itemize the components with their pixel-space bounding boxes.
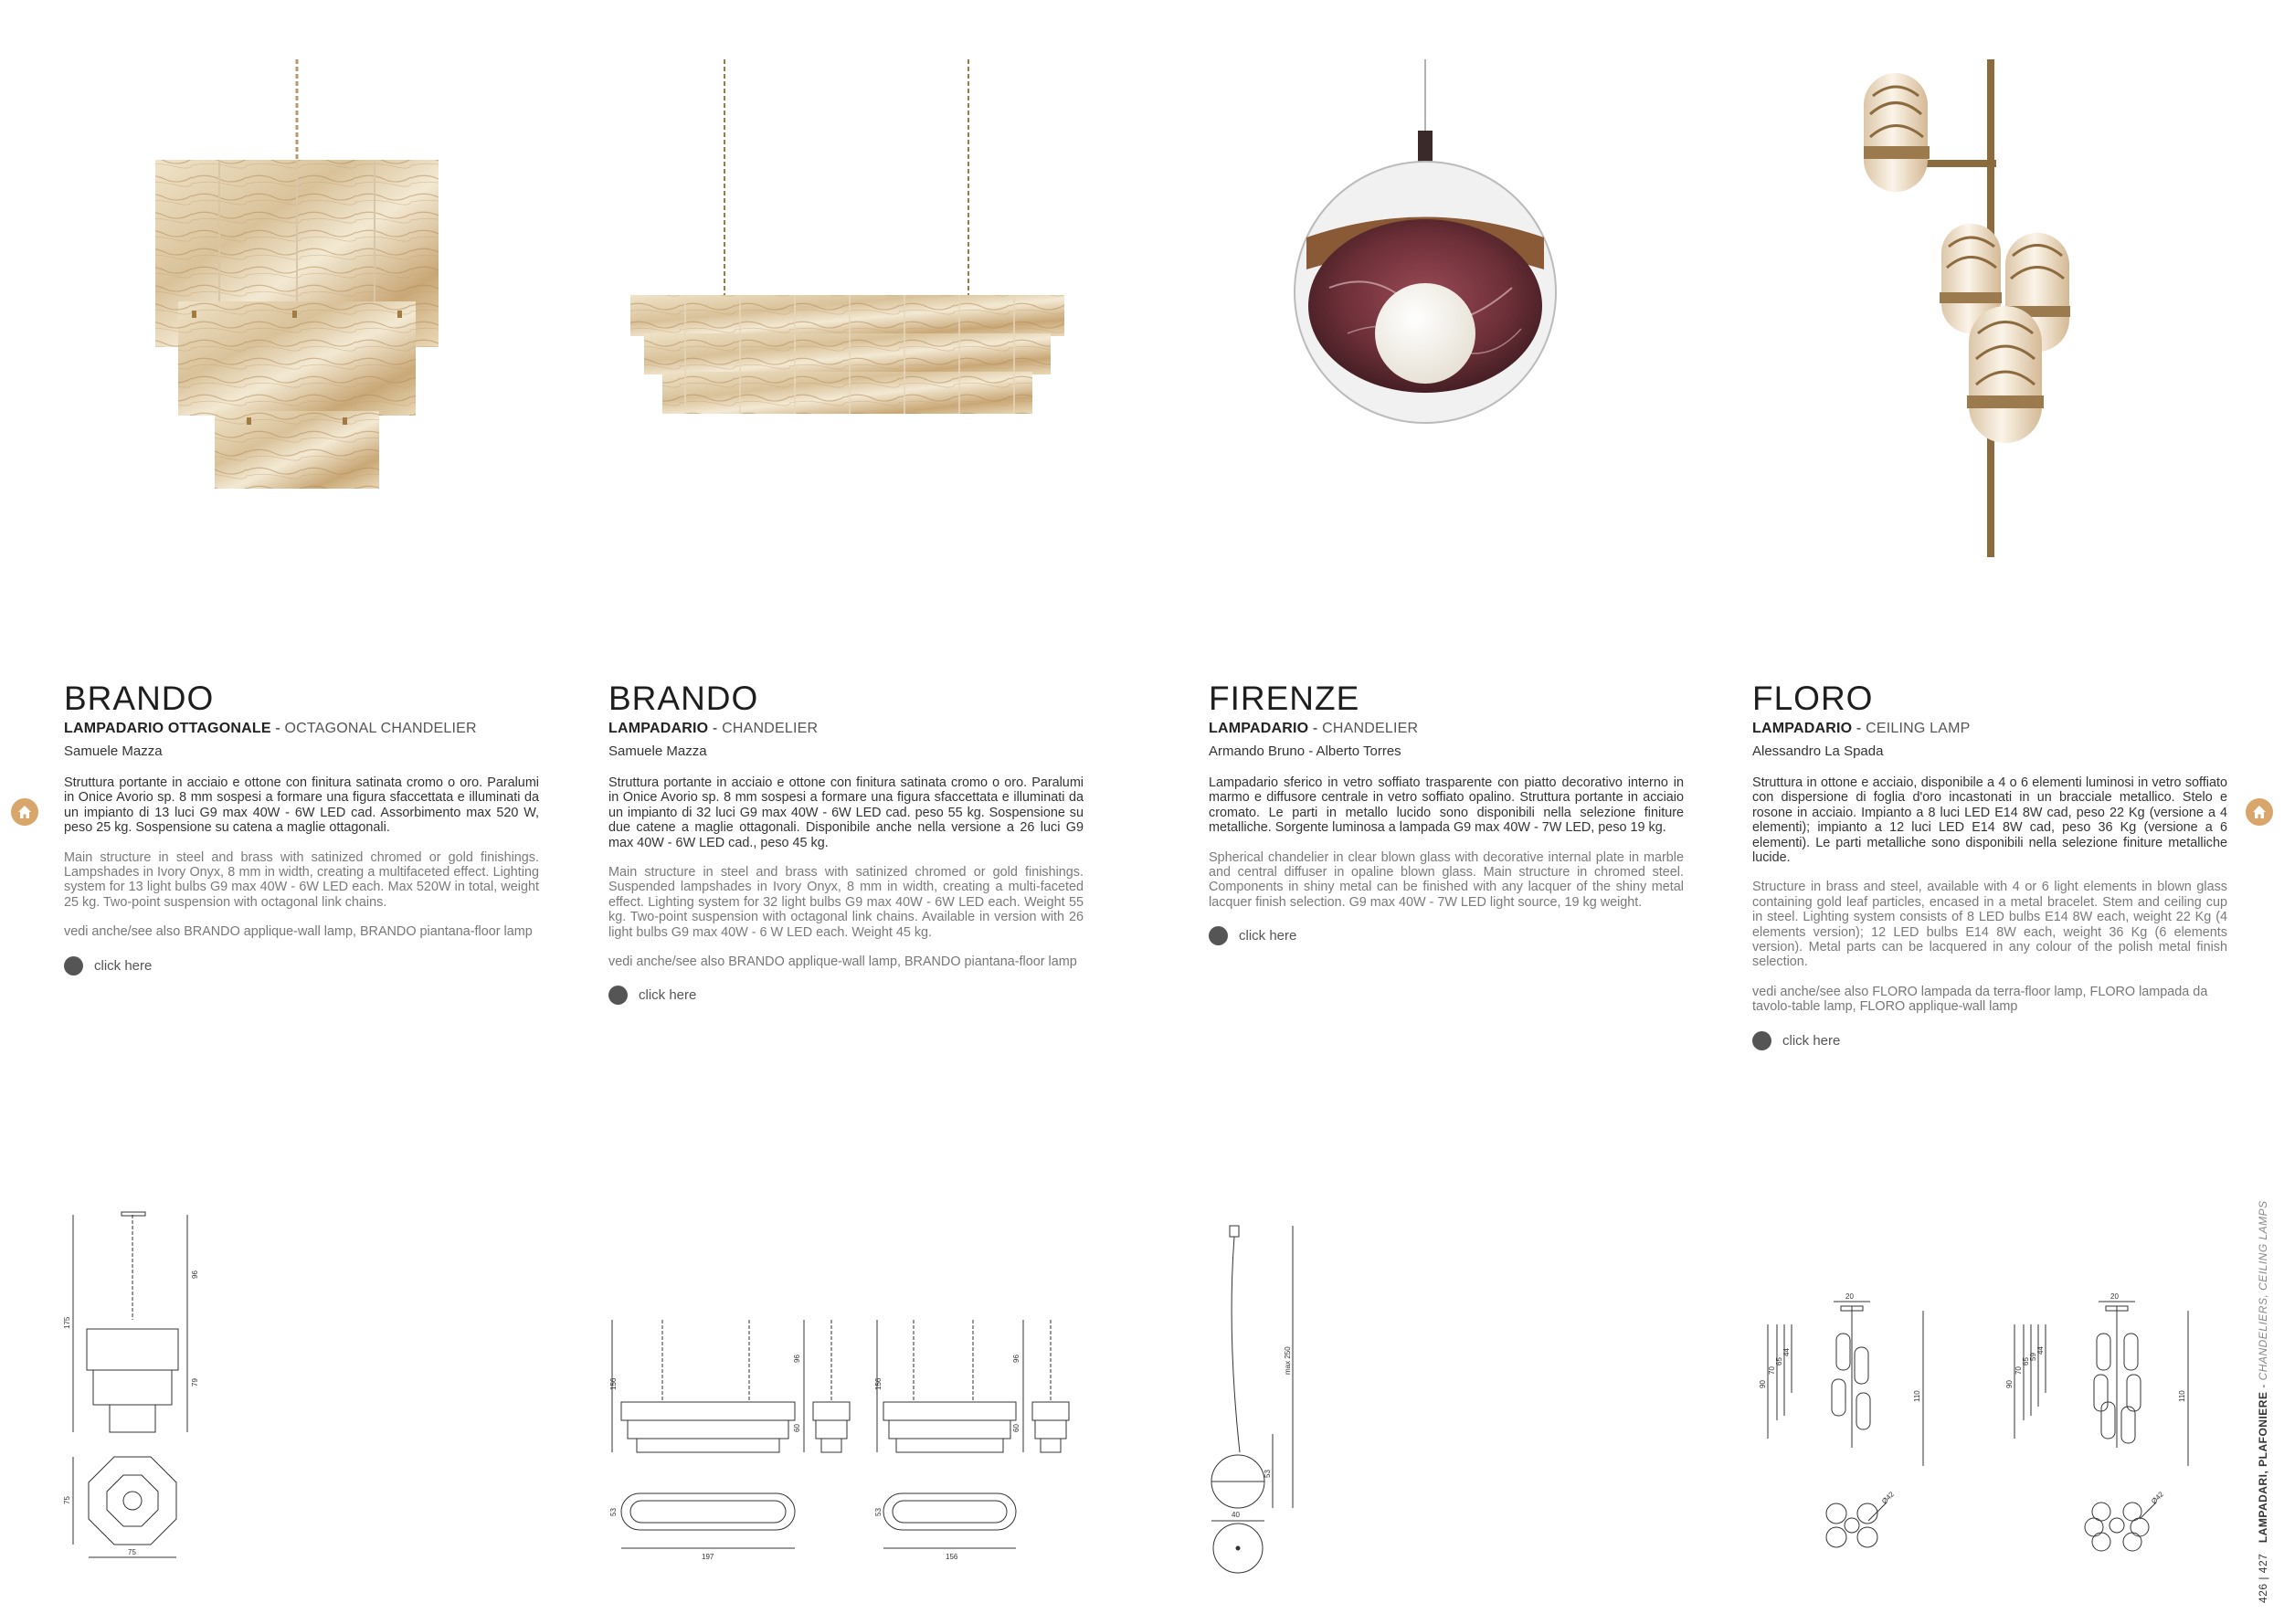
product-name: BRANDO	[608, 680, 759, 717]
product-designer: Alessandro La Spada	[1752, 743, 1884, 759]
dim-h2: 70	[1768, 1366, 1776, 1375]
dim-top: 20	[1845, 1292, 1854, 1301]
product-type: LAMPADARIO - CEILING LAMP	[1752, 721, 1971, 736]
brando-octagonal-drawing	[59, 1210, 215, 1566]
section-en: CHANDELIERS, CEILING LAMPS	[2257, 1200, 2269, 1381]
click-here-link[interactable]: click here	[1752, 1031, 2227, 1050]
dim-h3: 65	[2022, 1357, 2030, 1366]
product-type: LAMPADARIO OTTAGONALE - OCTAGONAL CHANDELIER	[64, 721, 477, 736]
product-card	[64, 680, 539, 975]
dim-lower: 79	[191, 1378, 199, 1387]
dim-length: 156	[946, 1553, 958, 1561]
product-card	[608, 680, 1084, 1005]
description-it: Struttura portante in acciaio e ottone con finitura satinata cromo o oro. Paralumi in Onice Avorio sp. 8 mm sospesi a formare una figura sfaccettata e illuminati da un impianto di 13 luci G9 max 40W - 6W LED cad. Assorbimento max 520 W, peso 25 kg. Sospensione su catena a maglie ottagonali.	[64, 775, 539, 836]
dim-total: 110	[1913, 1390, 1921, 1402]
product-type: LAMPADARIO - CHANDELIER	[1209, 721, 1419, 736]
floro-photo	[1859, 59, 2078, 562]
dim-depth: 53	[874, 1508, 883, 1516]
dim-chain: 96	[1012, 1355, 1020, 1363]
product-designer: Samuele Mazza	[608, 743, 707, 759]
description-it: Struttura in ottone e acciaio, disponibile a 4 o 6 elementi luminosi in vetro soffiato con dispersione di foglia d'oro incastonati in un bracciale metallico. Stelo e rosone in acciaio. Impianto a 8 luci LED E14 8W cad, peso 22 Kg (versione a 4 elementi); impianto a 12 luci LED E14 8W cad, peso 36 Kg (versione a 6 elementi). Le parti metalliche sono disponibili nella selezione finiture metalliche lucide.	[1752, 775, 2227, 866]
dim-h3: 65	[1775, 1357, 1783, 1366]
dim-total: 110	[2178, 1390, 2186, 1402]
dim-depth: 53	[609, 1508, 618, 1516]
circle-dot-icon	[1752, 1031, 1771, 1050]
dim-diameter: 40	[1232, 1511, 1240, 1519]
see-also: vedi anche/see also FLORO lampada da terra-floor lamp, FLORO lampada da tavolo-table lamp, FLORO applique-wall lamp	[1752, 984, 2208, 1015]
dim-h1: 90	[2005, 1380, 2014, 1388]
dim-height: 156	[609, 1377, 618, 1390]
dim-length: 197	[702, 1553, 714, 1561]
dim-upper: 96	[191, 1271, 199, 1279]
dim-h2: 70	[2014, 1366, 2023, 1375]
product-name: BRANDO	[64, 680, 215, 717]
home-icon	[17, 805, 32, 819]
dim-height: 156	[874, 1377, 883, 1390]
dim-total: 175	[63, 1316, 71, 1329]
description-it: Lampadario sferico in vetro soffiato trasparente con piatto decorativo interno in marmo e diffusore centrale in vetro soffiato opalino. Struttura portante in acciaio cromato. Le parti in metallo lucido sono disponibili nella selezione finiture metalliche. Sorgente luminosa a lampada G9 max 40W - 7W LED, peso 19 kg.	[1209, 775, 1684, 836]
dim-h4: 44	[1782, 1348, 1791, 1356]
circle-dot-icon	[1209, 926, 1228, 945]
floro-4-drawing	[1750, 1292, 1932, 1562]
brando-long-drawing-a	[608, 1315, 882, 1562]
dim-chain: 96	[793, 1355, 801, 1363]
description-en: Main structure in steel and brass with satinized chromed or gold finishings. Lampshades in Ivory Onyx, 8 mm in width, creating a multifaceted effect. Lighting system for 13 light bulbs G9 max 40W - 6W LED each. Max 520W in total, weight 25 kg. Two-point suspension with octagonal link chains.	[64, 849, 539, 910]
product-card	[1209, 680, 1684, 945]
section-it: LAMPADARI, PLAFONIERE	[2257, 1391, 2269, 1544]
description-en: Structure in brass and steel, available with 4 or 6 light elements in blown glass containing gold leaf particles, encased in a metal bracelet. Stem and ceiling cup in steel. Lighting system consists of 8 LED bulbs E14 8W each, weight 22 Kg (4 elements version); 12 LED bulbs E14 8W each, weight 36 Kg (6 elements version). Metal parts can be lacquered in any colour of the polish metal finish selection.	[1752, 880, 2227, 970]
click-here-link[interactable]: click here	[64, 956, 539, 975]
dim-max: max 250	[1284, 1346, 1292, 1375]
see-also: vedi anche/see also BRANDO applique-wall lamp, BRANDO piantana-floor lamp	[608, 954, 1077, 970]
dim-h4: 59	[2029, 1353, 2037, 1361]
floro-6-drawing	[2005, 1292, 2202, 1562]
dim-diameter: Ø42	[2150, 1490, 2166, 1506]
brando-octagonal-photo	[137, 59, 457, 489]
home-button-right[interactable]	[2246, 798, 2273, 826]
dim-top: 20	[2110, 1292, 2119, 1301]
dim-h5: 44	[2036, 1346, 2045, 1355]
click-here-link[interactable]: click here	[1209, 926, 1684, 945]
brando-long-photo	[626, 59, 1069, 438]
product-name: FIRENZE	[1209, 680, 1360, 717]
firenze-drawing	[1201, 1224, 1302, 1571]
product-type: LAMPADARIO - CHANDELIER	[608, 721, 819, 736]
dim-diameter: Ø42	[1880, 1490, 1897, 1506]
product-designer: Armando Bruno - Alberto Torres	[1209, 743, 1401, 759]
dim-sphere: 53	[1264, 1470, 1272, 1478]
dim-body: 60	[793, 1424, 801, 1432]
brando-long-drawing-b	[872, 1315, 1092, 1562]
see-also: vedi anche/see also BRANDO applique-wall lamp, BRANDO piantana-floor lamp	[64, 924, 533, 940]
product-name: FLORO	[1752, 680, 1874, 717]
click-here-link[interactable]: click here	[608, 986, 1084, 1005]
description-it: Struttura portante in acciaio e ottone con finitura satinata cromo o oro. Paralumi in Onice Avorio sp. 8 mm sospesi a formare una figura sfaccettata e illuminati da un impianto di 32 luci G9 max 40W - 6W LED cad. peso 55 kg. Sospensione su due catene a maglie ottagonali. Disponibile anche nella versione a 26 luci G9 max 40W - 6W LED cad., peso 45 kg.	[608, 775, 1084, 850]
dim-body: 60	[1012, 1424, 1020, 1432]
dim-width: 75	[128, 1548, 136, 1556]
dim-h1: 90	[1759, 1380, 1767, 1388]
home-icon	[2252, 805, 2267, 819]
product-card	[1752, 680, 2227, 1050]
home-button-left[interactable]	[11, 798, 38, 826]
firenze-photo	[1293, 59, 1558, 466]
description-en: Main structure in steel and brass with satinized chromed or gold finishings. Suspended lampshades in Ivory Onyx, 8 mm in width, creating a multi-faceted effect. Lighting system for 32 light bulbs G9 max 40W - 6W LED each. Weight 55 kg. Two-point suspension with octagonal link chains. Available in version with 26 light bulbs G9 max 40W - 6 W LED each. Weight 45 kg.	[608, 865, 1084, 940]
circle-dot-icon	[608, 986, 628, 1005]
page-footer: 426 | 427 LAMPADARI, PLAFONIERE - CHANDELIERS, CEILING LAMPS	[2257, 1200, 2269, 1603]
product-designer: Samuele Mazza	[64, 743, 163, 759]
circle-dot-icon	[64, 956, 83, 975]
page-numbers: 426 | 427	[2257, 1553, 2269, 1603]
dim-depth: 75	[63, 1496, 71, 1504]
description-en: Spherical chandelier in clear blown glass with decorative internal plate in marble and central diffuser in opaline blown glass. Main structure in chromed steel. Components in shiny metal can be finished with any lacquer of the shiny metal lacquer finish selection. G9 max 40W - 7W LED light source, 19 kg weight.	[1209, 849, 1684, 910]
